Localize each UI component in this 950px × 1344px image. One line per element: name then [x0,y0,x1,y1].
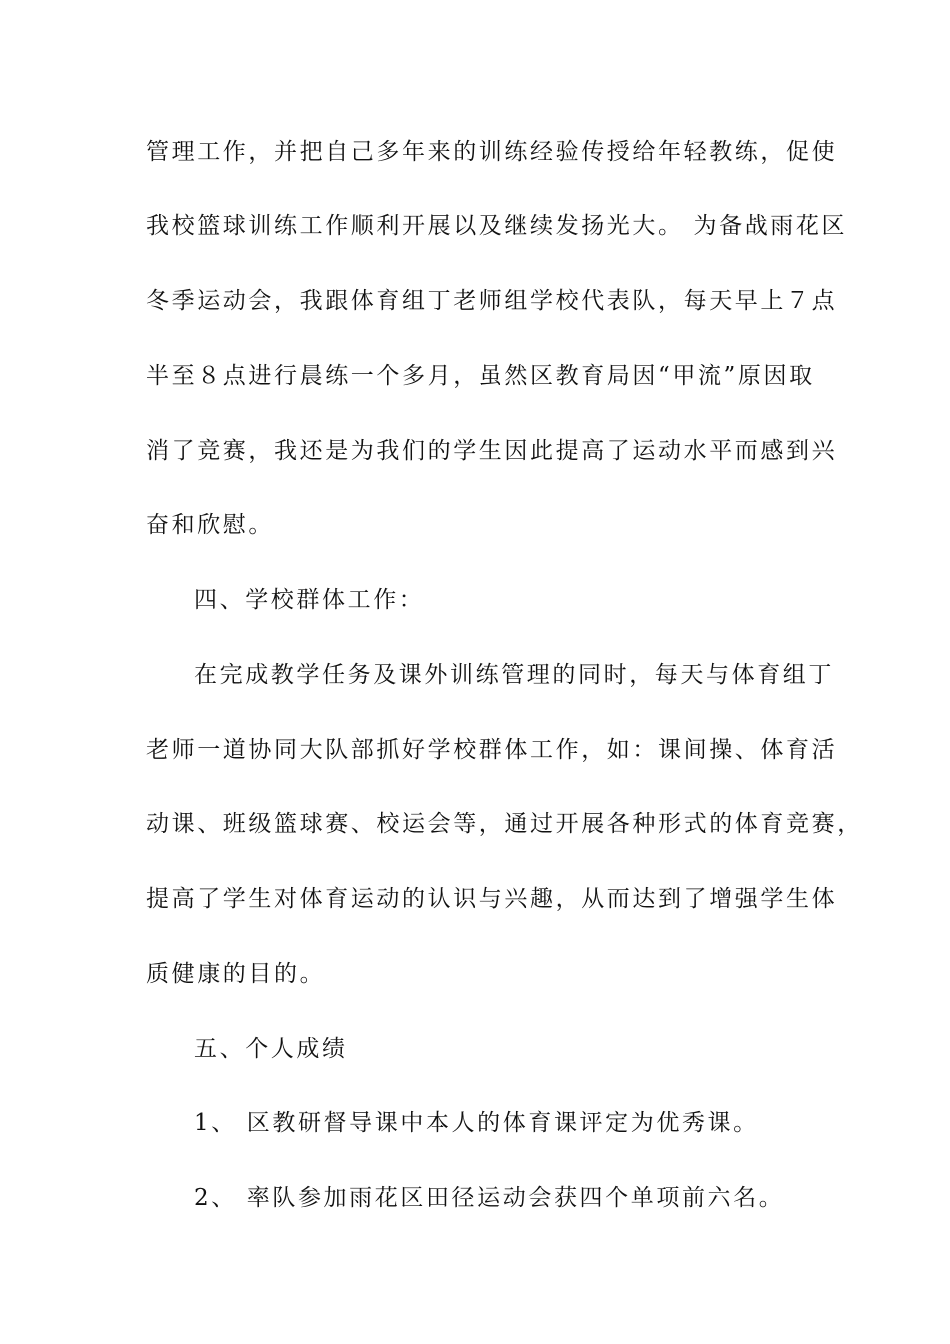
paragraph-line: 动课、班级篮球赛、校运会等，通过开展各种形式的体育竞赛， [146,811,863,837]
list-item: 1、 区教研督导课中本人的体育课评定为优秀课。 [194,1110,759,1136]
paragraph-line: 管理工作，并把自己多年来的训练经验传授给年轻教练，促使 [146,139,838,165]
paragraph-line: 老师一道协同大队部抓好学校群体工作，如：课间操、体育活 [146,737,838,763]
paragraph-line: 半至８点进行晨练一个多月，虽然区教育局因“甲流”原因取 [146,363,815,389]
paragraph-line: 在完成教学任务及课外训练管理的同时，每天与体育组丁 [194,662,834,688]
paragraph-line: 我校篮球训练工作顺利开展以及继续发扬光大。 为备战雨花区 [146,213,848,239]
section-heading: 五、个人成绩 [194,1036,348,1062]
paragraph-line: 提高了学生对体育运动的认识与兴趣，从而达到了增强学生体 [146,886,838,912]
paragraph-line: 消了竞赛，我还是为我们的学生因此提高了运动水平而感到兴 [146,438,838,464]
section-heading: 四、学校群体工作： [194,587,425,613]
list-item: 2、 率队参加雨花区田径运动会获四个单项前六名。 [194,1185,785,1211]
paragraph-line: 质健康的目的。 [146,961,326,987]
paragraph-line: 冬季运动会，我跟体育组丁老师组学校代表队，每天早上７点 [146,288,838,314]
paragraph-line: 奋和欣慰。 [146,512,274,538]
